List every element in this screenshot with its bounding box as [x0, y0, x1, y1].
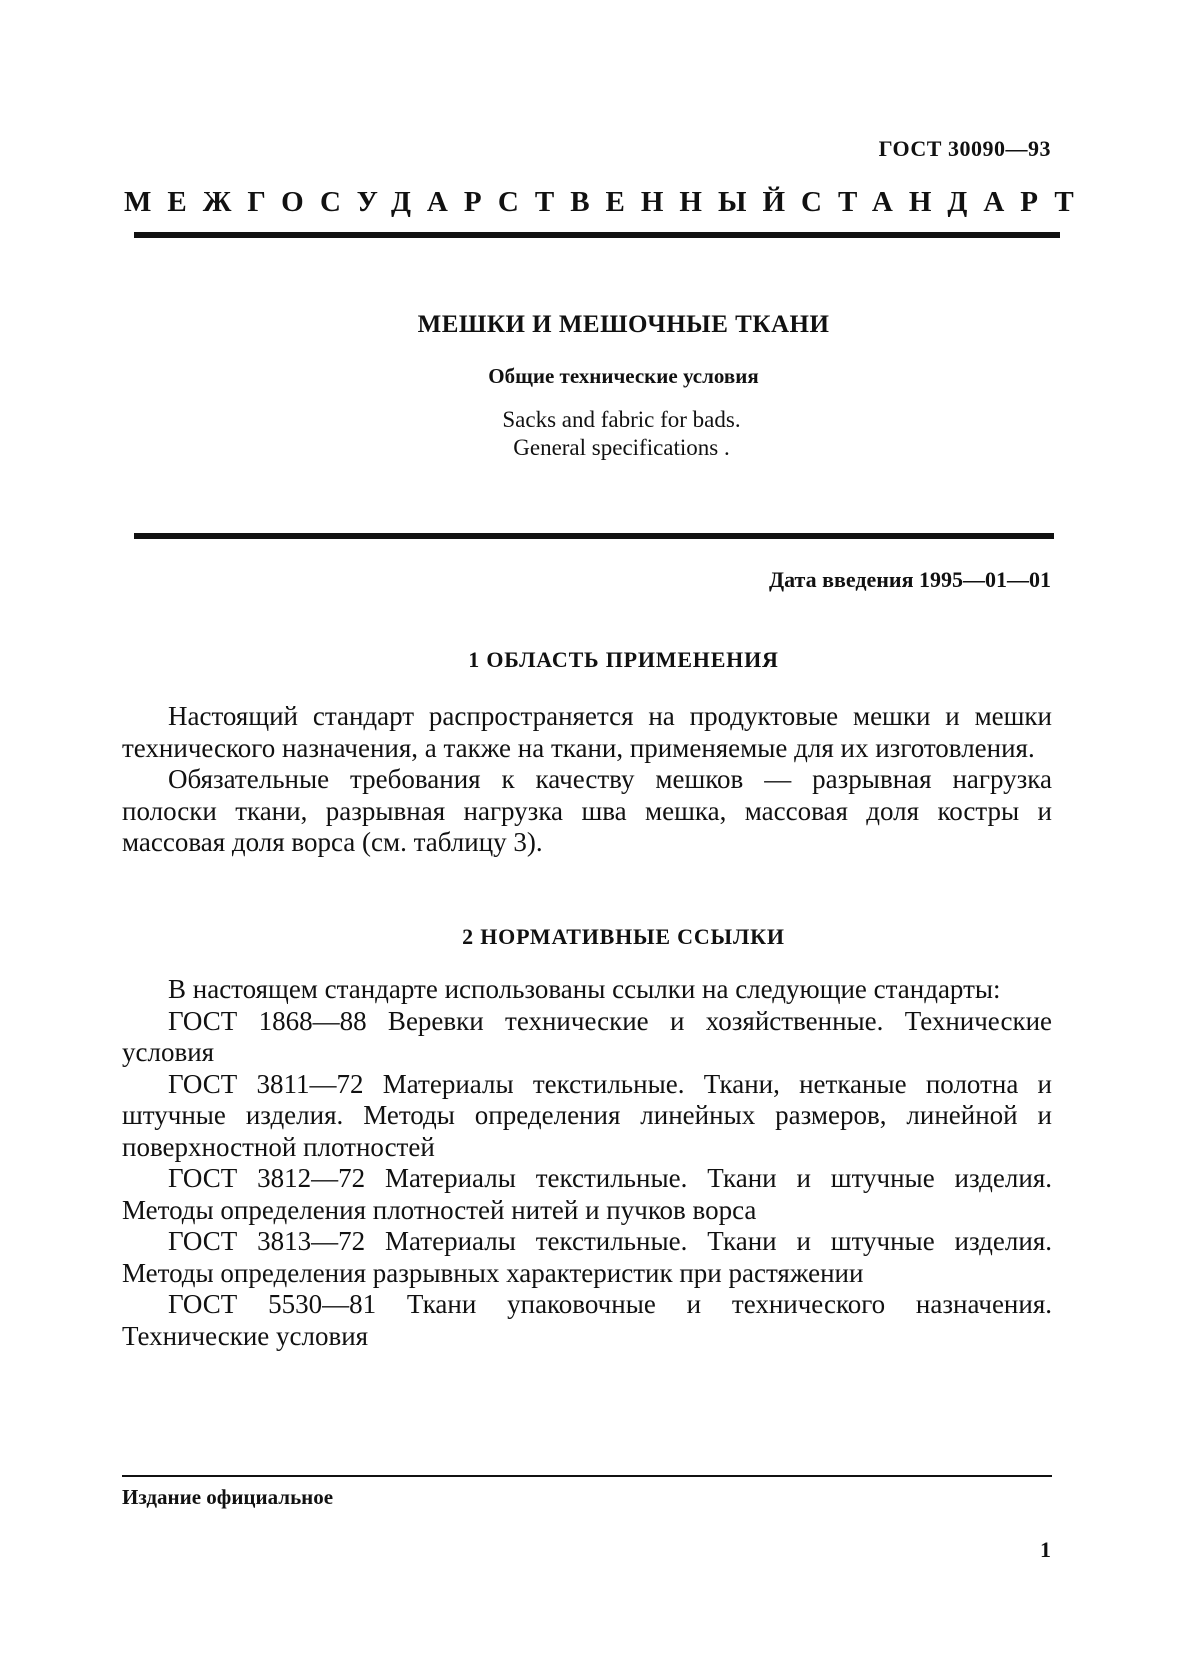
page-number: 1: [1040, 1537, 1051, 1562]
paragraph: Настоящий стандарт распространяется на продуктовые мешки и мешки технического назначения, а также на ткани, применяемые для их изготовления.: [122, 701, 1052, 763]
section-heading-references: 2 НОРМАТИВНЫЕ ССЫЛКИ: [462, 924, 785, 949]
reference-item: ГОСТ 3812—72 Материалы текстильные. Ткани и штучные изделия. Методы определения плотностей нитей и пучков ворса: [122, 1163, 1052, 1225]
title-en-line-2: General specifications .: [513, 435, 730, 460]
edition-note: Издание официальное: [122, 1485, 334, 1509]
introduction-date: Дата введения 1995—01—01: [768, 567, 1051, 592]
header-word-interstate: МЕЖГОСУДАРСТВЕННЫЙ: [124, 186, 802, 218]
document-title: МЕШКИ И МЕШОЧНЫЕ ТКАНИ: [417, 311, 830, 338]
header-rule: [134, 232, 1060, 238]
title-en-line-1: Sacks and fabric for bads.: [502, 407, 741, 432]
header-word-standard: СТАНДАРТ: [801, 186, 1090, 218]
standard-header: [124, 186, 1090, 219]
reference-item: ГОСТ 5530—81 Ткани упаковочные и технического назначения. Технические условия: [122, 1289, 1052, 1351]
reference-item: ГОСТ 3813—72 Материалы текстильные. Ткани и штучные изделия. Методы определения разрывных характеристик при растяжении: [122, 1226, 1052, 1288]
title-rule: [134, 533, 1054, 539]
section-body-scope: [122, 701, 1052, 859]
reference-item: ГОСТ 1868—88 Веревки технические и хозяйственные. Технические условия: [122, 1005, 1052, 1067]
document-subtitle: Общие технические условия: [488, 364, 759, 388]
document-code: ГОСТ 30090—93: [878, 136, 1051, 161]
reference-item: ГОСТ 3811—72 Материалы текстильные. Ткани, нетканые полотна и штучные изделия. Методы определения линейных размеров, линейной и поверхностной плотностей: [122, 1068, 1052, 1162]
document-title-english: [28, 406, 1187, 462]
section-heading-scope: 1 ОБЛАСТЬ ПРИМЕНЕНИЯ: [468, 647, 779, 672]
section-body-references: [122, 974, 1052, 1352]
footer-rule: [122, 1475, 1052, 1477]
paragraph: Обязательные требования к качеству мешков — разрывная нагрузка полоски ткани, разрывная нагрузка шва мешка, массовая доля костры и массовая доля ворса (см. таблицу 3).: [122, 764, 1052, 857]
paragraph: В настоящем стандарте использованы ссылки на следующие стандарты:: [168, 974, 1001, 1004]
